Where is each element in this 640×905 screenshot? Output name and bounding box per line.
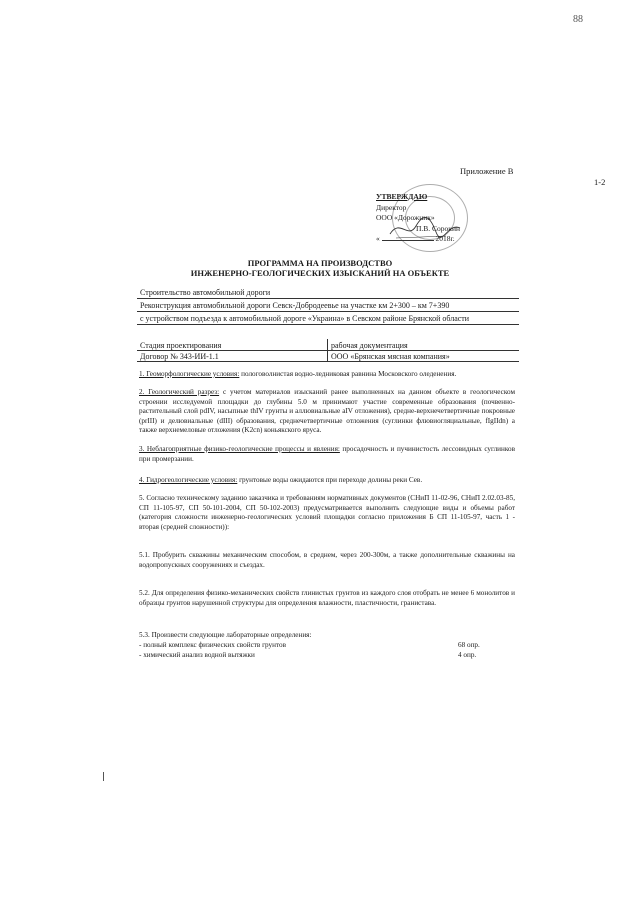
section-4-heading: 4. Гидрогеологические условия: bbox=[139, 476, 238, 484]
section-5-3-heading: 5.3. Произвести следующие лабораторные определения: bbox=[139, 631, 312, 639]
approval-block bbox=[376, 192, 460, 245]
lab-item-1-label: - полный комплекс физических свойств грунтов bbox=[139, 641, 287, 649]
section-2-text: с учетом материалов изысканий ранее выполненных на данном объекте в геологическом строении исследуемой площадки до глубины 5.0 м принимают участие современные образования (почвенно-растительный слой pdIV, насыпные thIV грунты и аллювиальные aIV отложения), средне-верхнечетвертичные покровные (prIII) и делювиальные (dIII) образования, среднечетвертичные отложения (суглинки флювиогляциальные, fIgIIdn) а также верхнемеловые отложения (K2cn) коньякского яруса. bbox=[139, 388, 515, 435]
approval-date bbox=[376, 234, 460, 245]
section-1-text: пологоволнистая водно-ледниковая равнина Московского оледенения. bbox=[239, 370, 457, 378]
appendix-label: Приложение В bbox=[460, 166, 514, 176]
section-1-heading: 1. Геоморфологические условия: bbox=[139, 370, 240, 378]
document-title-line1: ПРОГРАММА НА ПРОИЗВОДСТВО bbox=[247, 258, 393, 268]
section-2-heading: 2. Геологический разрез: bbox=[139, 388, 220, 396]
lab-item-2-label: - химический анализ водной вытяжки bbox=[139, 651, 255, 659]
section-3 bbox=[139, 445, 515, 464]
object-line3: с устройством подъезда к автомобильной дороге «Украина» в Севском районе Брянской области bbox=[140, 314, 470, 323]
section-3-heading: 3. Неблагоприятные физико-геологические процессы и явления: bbox=[139, 445, 340, 453]
approval-position: Директор bbox=[376, 202, 407, 212]
approval-signer: П.В. Сорокин bbox=[416, 223, 460, 233]
approval-org: ООО «Дорожник» bbox=[376, 213, 435, 222]
section-5-2: 5.2. Для определения физико-механических свойств глинистых грунтов из каждого слоя отобрать не менее 6 монолитов и образцы грунтов нарушенной структуры для определения влажности, пластичности, гранистава. bbox=[139, 589, 515, 607]
section-4-text: грунтовые воды ожидаются при переходе долины реки Сев. bbox=[237, 476, 423, 484]
lab-item-1-value: 68 опр. bbox=[458, 641, 480, 649]
approval-date-prefix: « bbox=[376, 234, 380, 243]
margin-mark bbox=[103, 772, 104, 781]
approval-date-suffix: 2018г. bbox=[435, 234, 455, 243]
object-type: Строительство автомобильной дороги bbox=[140, 288, 271, 297]
section-4 bbox=[139, 476, 515, 486]
appendix-number: 1-2 bbox=[594, 177, 606, 187]
object-line2: Реконструкция автомобильной дороги Севск-Добродеевье на участке км 2+300 – км 7+390 bbox=[140, 301, 450, 310]
document-title-line2: ИНЖЕНЕРНО-ГЕОЛОГИЧЕСКИХ ИЗЫСКАНИЙ НА ОБЪЕКТЕ bbox=[190, 268, 450, 278]
contract-value: ООО «Брянская мясная компания» bbox=[331, 352, 450, 361]
lab-item-2-value: 4 опр. bbox=[458, 651, 477, 659]
section-5: 5. Согласно техническому заданию заказчика и требованиям нормативных документов (СНиП 11-02-96, СНиП 2.02.03-85, СП 11-105-97, СП 50-101-2004, СП 50-102-2003) предусматривается выполнить следующие виды и объемы работ (категория сложности инженерно-геологических условий площадки согласно приложения Б СП 11-105-97, часть 1 - вторая (средней сложности)): bbox=[139, 494, 515, 531]
section-2 bbox=[139, 388, 515, 436]
stage-label: Стадия проектирования bbox=[140, 341, 222, 350]
page-number: 88 bbox=[573, 14, 583, 25]
section-5-1: 5.1. Пробурить скважины механическим способом, в среднем, через 200-300м, а также дополнительные скважины на водопропускных сооружениях и съездах. bbox=[139, 551, 515, 569]
approval-heading: УТВЕРЖДАЮ bbox=[376, 192, 428, 201]
section-1 bbox=[139, 370, 515, 380]
contract-label: Договор № 343-ИИ-1.1 bbox=[140, 352, 219, 361]
stage-value: рабочая документация bbox=[331, 341, 408, 350]
section-3-text: просадочность и пучинистость лессовидных суглинков при промерзании. bbox=[139, 445, 515, 463]
